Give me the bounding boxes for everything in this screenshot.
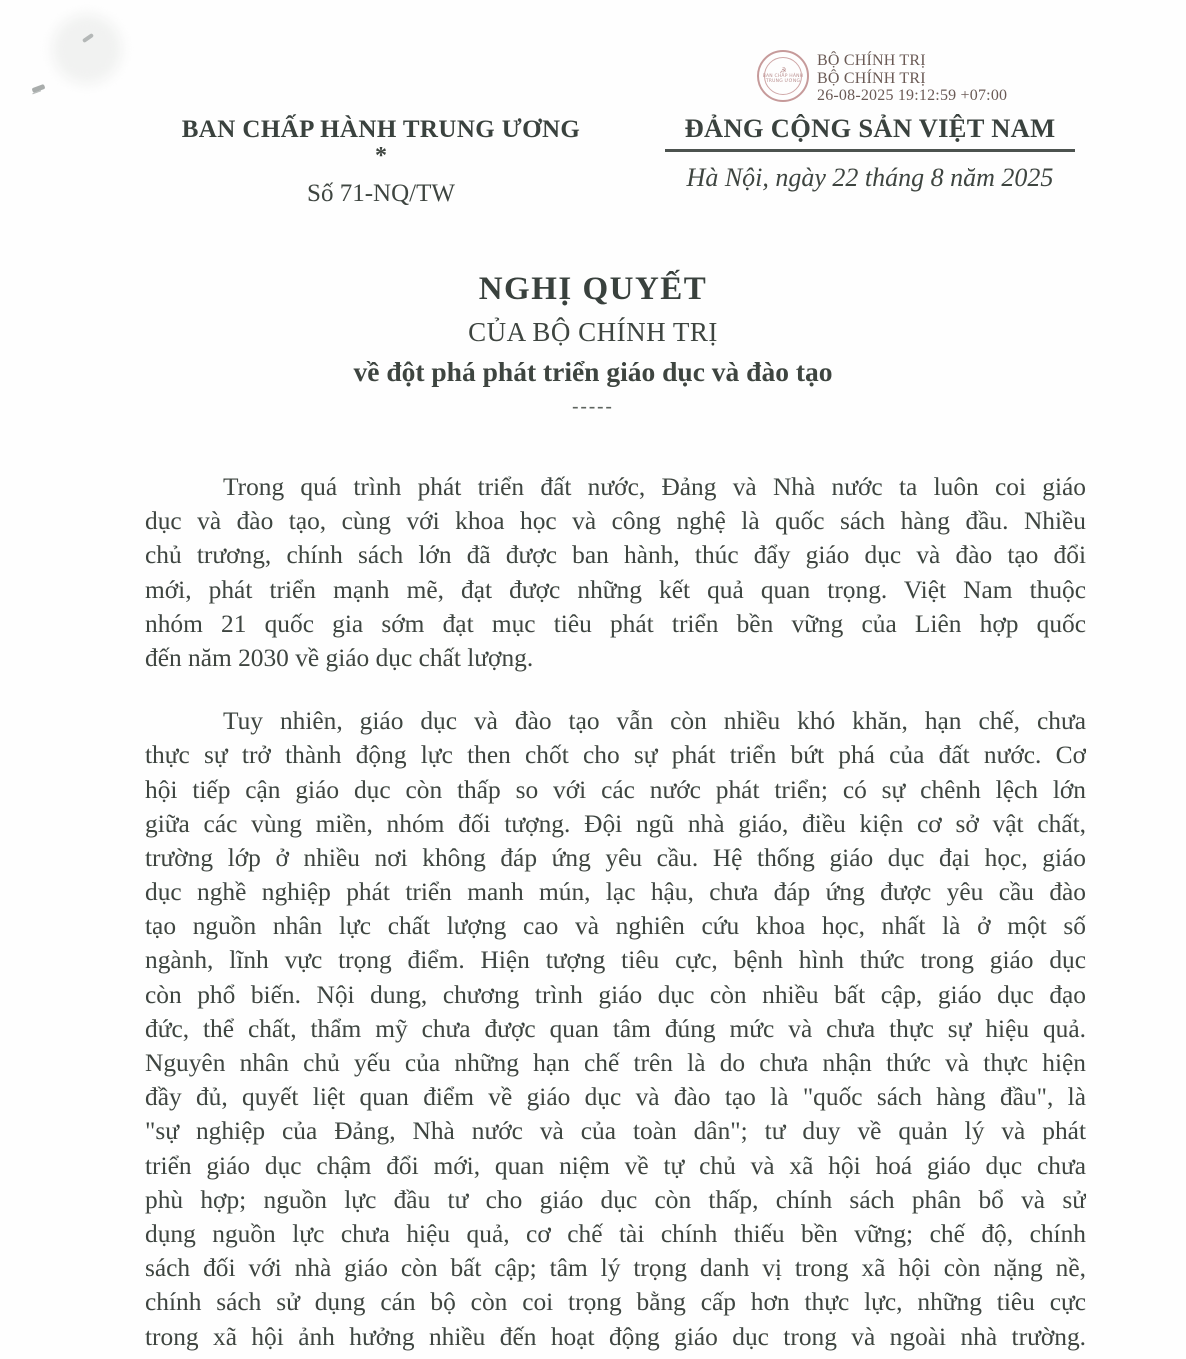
body-line: thực sự trở thành động lực then chốt cho sự phát triển bứt phá của đất nước. Cơ <box>145 741 1086 770</box>
party-seal-icon <box>757 50 809 102</box>
body-line: đức, thể chất, thẩm mỹ chưa được quan tâm đúng mức và chưa thực sự hiệu quả. <box>145 1014 1086 1043</box>
header-underline <box>665 149 1075 152</box>
body-line: chủ trương, chính sách lớn đã được ban hành, thúc đẩy giáo dục và đào tạo đổi <box>145 541 1086 570</box>
body-line: nhóm 21 quốc gia sớm đạt mục tiêu phát triển bền vững của Liên hợp quốc <box>145 609 1086 638</box>
document-body <box>145 470 1086 1354</box>
body-line: giữa các vùng miền, nhóm đối tượng. Đội ngũ nhà giáo, điều kiện cơ sở vật chất, <box>145 809 1086 838</box>
body-line: ngành, lĩnh vực trọng điểm. Hiện tượng tiêu cực, bệnh hình thức trong giáo dục <box>145 946 1086 975</box>
header-issuing-org <box>75 116 687 208</box>
seal-text: TRUNG ƯƠNG <box>765 79 801 85</box>
body-line: chính sách sử dụng cán bộ còn coi trọng bằng cấp hơn thực lực, những tiêu cực <box>145 1288 1086 1317</box>
signature-timestamp: 26-08-2025 19:12:59 +07:00 <box>817 87 1008 104</box>
document-title-issuer: CỦA BỘ CHÍNH TRỊ <box>468 317 718 347</box>
header-national-motto <box>642 113 1098 193</box>
body-line: trong xã hội ảnh hưởng nhiều đến hoạt động giáo dục trong và ngoài nhà trường. <box>145 1322 1086 1351</box>
body-line: dụng nguồn lực chưa hiệu quả, cơ chế tài chính thiếu bền vững; chế độ, chính <box>145 1219 1086 1248</box>
body-line: Tuy nhiên, giáo dục và đào tạo vẫn còn nhiều khó khăn, hạn chế, chưa <box>223 707 1086 736</box>
document-title-block <box>0 271 1186 418</box>
party-seal-center <box>759 52 807 100</box>
org-star-separator: * <box>375 143 387 169</box>
body-line: phù hợp; nguồn lực đầu tư cho giáo dục còn thấp, chính sách phân bổ và sử <box>145 1185 1086 1214</box>
body-line: Nguyên nhân chủ yếu của những hạn chế trên là do chưa nhận thức và thực hiện <box>145 1049 1086 1077</box>
seal-text: BAN CHẤP HÀNH <box>762 74 804 80</box>
body-line: mới, phát triển mạnh mẽ, đạt được những kết quả quan trọng. Việt Nam thuộc <box>145 575 1086 604</box>
body-line: dục nghề nghiệp phát triển manh mún, lạc hậu, chưa đáp ứng được yêu cầu đào <box>145 878 1086 907</box>
hammer-sickle-icon: ☭ <box>779 65 787 75</box>
body-line: đầy đủ, quyết liệt quan điểm về giáo dục và đào tạo là "quốc sách hàng đầu", là <box>145 1083 1086 1112</box>
body-line: Trong quá trình phát triển đất nước, Đảng và Nhà nước ta luôn coi giáo <box>223 473 1086 501</box>
scan-smudge <box>32 84 46 93</box>
body-line: sách đối với nhà giáo còn bất cập; tâm lý trọng danh vị trong xã hội còn nặng nề, <box>145 1254 1086 1283</box>
issuing-org-name: BAN CHẤP HÀNH TRUNG ƯƠNG <box>181 116 581 143</box>
body-line: còn phổ biến. Nội dung, chương trình giáo dục còn nhiều bất cập, giáo dục đạo <box>145 980 1086 1009</box>
body-line: tạo nguồn nhân lực chất lượng cao và nghiên cứu khoa học, nhất là ở một số <box>145 912 1086 941</box>
party-name: ĐẢNG CỘNG SẢN VIỆT NAM <box>684 113 1056 143</box>
body-line: "sự nghiệp của Đảng, Nhà nước và của toàn dân"; tư duy về quản lý và phát <box>145 1117 1086 1146</box>
place-dateline: Hà Nội, ngày 22 tháng 8 năm 2025 <box>686 162 1054 192</box>
document-number: Số 71-NQ/TW <box>307 180 455 207</box>
signature-signer: BỘ CHÍNH TRỊ <box>817 52 926 69</box>
body-line: đến năm 2030 về giáo dục chất lượng. <box>145 643 534 672</box>
body-line: triển giáo dục chậm đổi mới, quan niệm về tự chủ và xã hội hoá giáo dục chưa <box>145 1151 1086 1180</box>
document-title: NGHỊ QUYẾT <box>478 271 708 307</box>
body-line: hội tiếp cận giáo dục còn thấp so với các nước phát triển; có sự chênh lệch lớn <box>145 775 1086 804</box>
document-subject: về đột phá phát triển giáo dục và đào tạo <box>353 356 833 387</box>
digital-signature-block <box>757 50 1007 105</box>
scan-smudge <box>82 33 94 43</box>
signature-text <box>817 52 1007 105</box>
title-separator: ----- <box>572 396 614 417</box>
body-paragraph <box>145 470 1086 675</box>
scan-smudge <box>52 14 122 84</box>
body-line: trường lớp ở nhiều nơi không đáp ứng yêu cầu. Hệ thống giáo dục đại học, giáo <box>145 843 1086 872</box>
body-line: dục và đào tạo, cùng với khoa học và công nghệ là quốc sách hàng đầu. Nhiều <box>145 507 1086 536</box>
body-paragraph <box>145 704 1086 1354</box>
signature-signer-repeat: BỘ CHÍNH TRỊ <box>817 69 926 87</box>
